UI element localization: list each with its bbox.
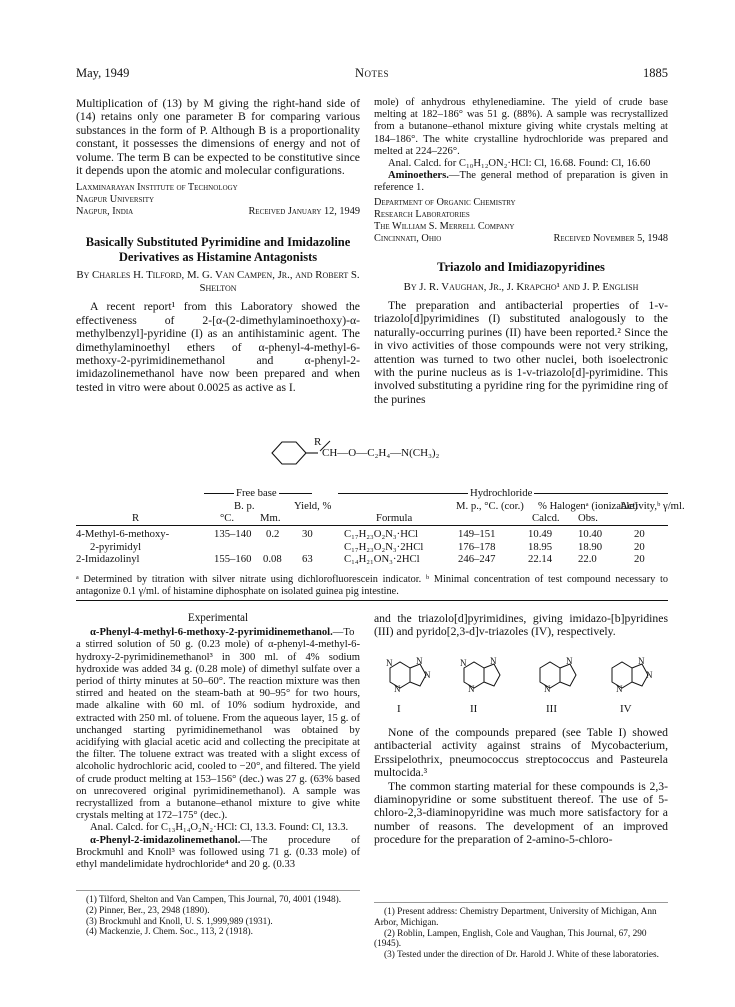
cell-mm: 0.2 [266,528,280,541]
experimental-heading: Experimental [187,612,249,624]
cell-mp: 246–247 [458,553,496,566]
cell-calcd: 10.49 [528,528,553,541]
header-page-number: 1885 [643,66,668,80]
article-byline: By J. R. Vaughan, Jr., J. Krapcho¹ and J. P. English [403,280,639,293]
footnote: (3) Tested under the direction of Dr. Harold J. White of these laboratories. [384,950,659,961]
footnote: (3) Brockmuhl and Knoll, U. S. 1,999,989 (1931). [86,916,273,927]
table-footnote: ᵃ Determined by titration with silver nitrate using dichlorofluorescein indicator. ᵇ Minimal concentration of test compound necessary to antagonize 0.1 γ/ml. of histamine diphosphate on isolated guinea pig intestine. [76,574,668,597]
affiliation-line: Nagpur, India [76,206,134,218]
cell-mp: 149–151 [458,528,496,541]
ring-label: II [470,703,478,715]
received-date: Received January 12, 1949 [248,206,360,218]
procedure-title: Aminoethers. [388,170,449,182]
cell-activity: 20 [634,528,645,541]
cell-r: 2-Imidazolinyl [76,553,140,566]
cell-bp: 135–140 [214,528,252,541]
col-calcd: Calcd. [532,512,560,525]
svg-text:N: N [394,684,401,694]
procedure-title: α-Phenyl-4-methyl-6-methoxy-2-pyrimidinemethanol. [90,627,333,639]
cell-activity: 20 [634,540,645,553]
col-halogen: % Halogenᵃ (ionizable) [538,500,638,512]
procedure-text: —To a stirred solution of 50 g. (0.23 mole) of α-phenyl-4-methyl-6-hydroxy-2-pyrimidinemethanol³ in 300 ml. of 4% sodium hydroxide was added 34 g. (0.28 mole) of dimethyl sulfate over a period of thirty minutes at 50–60°. The reaction mixture was then stirred and heated on the steam-bath at 90–95° for two hours, made alkaline with 60 ml. of 10% sodium hydroxide, and extracted with 250 ml. of toluene. From the aqueous layer, 15 g. of unchanged starting pyrimidinemethanol was obtained by acidifying with glacial acetic acid and collecting the precipitate at the filter. The toluene extract was treated with a slight excess of alcoholic hydrochloric acid, cooled to −20°, and filtered. The yield of crude product melting at 153–156° (dec.) was 27 g. (63% based on unrecovered original pyrimidinemethanol). A sample was recrystallized from a butanone–ethanol mixture to give white crystals melting at 172–175° (dec.). [76,627,360,822]
intro-paragraph: The preparation and antibacterial properties of 1-v-triazolo[d]pyrimidines (I) substituted analogously to the naturally-occurring purines (II) have been reported.² Since the in vivo activities of those compounds were not very striking, attention was turned to two other nuclei, both isoelectronic with the purine nucleus as is 1-v-triazolo[d]-pyrimidine. This involved substituting a pyridine ring for the pyrimidine ring of the purines [374,299,668,406]
paragraph: and the triazolo[d]pyrimidines, giving imidazo-[b]pyridines (III) and pyrido[2,3-d]v-triazoles (IV), respectively. [374,612,668,639]
svg-text:N: N [490,656,497,666]
col-bp-unit: °C. [220,512,235,525]
footnote: (4) Mackenzie, J. Chem. Soc., 113, 2 (1918). [86,927,253,938]
col-r: R [132,512,140,525]
article-title: Basically Substituted Pyrimidine and Imidazoline Derivatives as Histamine Antagonists [85,235,351,264]
analysis-line: Anal. Calcd. for C₁₀H₁₂ON₂·HCl: Cl, 16.68. Found: Cl, 16.60 [388,158,651,170]
structure-formula: CH—O—C₂H₄—N(CH₃)₂ [322,447,440,459]
cell-obs: 18.90 [578,540,603,553]
ring-label: III [546,703,557,715]
previous-article-end: Multiplication of (13) by M giving the right-hand side of (14) retains only one parameter B for comparing various substances in the form of P. Although B is a proportionality constant, it possesses the dimensions of energy and not of volume. The term B can be expected to be constitutive since it depends upon the atomic and molecular configurations. [76,97,360,178]
group-hydrochloride: Hydrochloride [470,487,533,499]
affiliation-line: Laxminarayan Institute of Technology [76,182,238,194]
procedure-text: —The procedure of Brockmuhl and Knoll³ was followed using 71 g. (0.33 mole) of ethyl mandelimidate hydrochloride⁴ and 20 g. (0.33 [76,834,360,871]
affiliation-line: Nagpur University [76,194,155,206]
data-table [76,487,685,566]
svg-text:N: N [544,684,551,694]
svg-text:N: N [416,656,423,666]
svg-text:N: N [638,656,645,666]
ring-label: IV [620,703,632,715]
affiliation-line: Research Laboratories [374,208,470,220]
cell-mp: 176–178 [458,540,496,553]
footnote: (2) Roblin, Lampen, English, Cole and Vaughan, This Journal, 67, 290 (1945). [374,928,647,950]
svg-text:N: N [386,658,393,668]
paragraph: The common starting material for these compounds is 2,3-diaminopyridine or some substituent thereof. The use of 5-chloro-2,3-diaminopyridine was much more satisfactory for a number of reasons. The development of an improved procedure for the preparation of 2-amino-5-chloro- [374,779,668,847]
svg-text:N: N [566,656,573,666]
right-footnotes [374,902,668,961]
table-rule [76,600,668,601]
svg-text:N: N [616,684,623,694]
cell-r: 4-Methyl-6-methoxy- [76,528,170,541]
procedure-title: α-Phenyl-2-imidazolinemethanol. [90,834,241,846]
right-column-article [374,260,668,406]
cell-calcd: 18.95 [528,540,553,553]
col-activity: Activity,ᵇ γ/ml. [620,500,685,512]
svg-text:N: N [424,670,431,680]
right-column-upper [374,97,668,245]
cell-formula: C₁₄H₂₁ON₃·2HCl [344,553,420,566]
col-mm: Mm. [260,512,281,525]
left-column-upper [76,97,360,394]
intro-paragraph: A recent report¹ from this Laboratory showed the effectiveness of 2-[α-(2-dimethylaminoethoxy)-α-methylbenzyl]-pyridine (I) as an antihistaminic agent. The dimethylaminoethyl ethers of α-phenyl-4-methyl-6-methoxy-2-pyrimidinemethanol and α-phenyl-2-imidazolinemethanol have now been prepared and when tested in vitro were about 0.0025 as active as I. [76,300,360,394]
article-byline: By Charles H. Tilford, M. G. Van Campen, Jr., and Robert S. Shelton [76,269,360,294]
cell-mm: 0.08 [263,553,282,566]
table-row [76,541,668,553]
svg-text:N: N [646,670,653,680]
footnote: (2) Pinner, Ber., 23, 2948 (1890). [86,905,210,916]
footnote: (1) Present address: Chemistry Department, University of Michigan, Ann Arbor, Michigan. [374,907,657,928]
col-mp: M. p., °C. (cor.) [456,500,524,512]
continued-text: mole) of anhydrous ethylenediamine. The yield of crude base melting at 182–186° was 51 g. (88%). A sample was recrystallized from a butanone–ethanol mixture giving white crystals melting at 184–186°. The white crystalline hydrochloride was prepared and melted at 224–226°. [374,97,668,157]
cell-calcd: 22.14 [528,553,553,566]
left-column-lower [76,612,360,871]
cell-yield: 30 [302,528,313,541]
left-footnotes [76,890,360,938]
paragraph: None of the compounds prepared (see Table I) showed antibacterial activity against strains of Mycobacterium, Erssipelothrix, pneumococcus streptococcus and Pasteurela multocida.³ [374,726,668,780]
ring-label: I [397,703,401,715]
running-header [76,66,668,82]
right-column-bottom [374,726,668,847]
procedure-text: —The general method of preparation is given in reference 1. [374,170,668,194]
col-bp: B. p. [234,500,255,512]
footnote: (1) Tilford, Shelton and Van Campen, This Journal, 70, 4001 (1948). [86,895,342,905]
cell-formula: C₁₇H₂₃O₂N₃·HCl [344,528,419,541]
received-date: Received November 5, 1948 [553,232,668,244]
header-section: Notes [354,66,390,80]
affiliation-line: The William S. Merrell Company [374,220,515,232]
analysis-line: Anal. Calcd. for C₁₃H₁₄O₂N₂·HCl: Cl, 13.3. Found: Cl, 13.3. [90,822,349,834]
cell-formula: C₁₇H₂₃O₂N₃·2HCl [344,540,424,553]
right-column-lower [374,612,668,639]
header-date: May, 1949 [76,66,130,80]
affiliation-right [374,197,668,245]
article-title: Triazolo and Imidiazopyridines [437,260,605,274]
svg-text:N: N [468,684,475,694]
col-yield: Yield, % [294,500,332,512]
col-obs: Obs. [578,512,598,525]
cell-bp: 155–160 [214,553,252,566]
cell-obs: 22.0 [578,553,597,566]
cell-obs: 10.40 [578,528,603,541]
group-free-base: Free base [236,487,277,499]
cell-activity: 20 [634,553,645,566]
affiliation-line: Cincinnati, Ohio [374,232,442,244]
affiliation-left [76,182,360,218]
cell-r: 2-pyrimidyl [90,540,142,553]
cell-yield: 63 [302,553,313,566]
table-row [76,553,668,565]
svg-text:N: N [460,658,467,668]
structure-r-label: R [314,436,322,448]
table-row [76,528,668,540]
affiliation-line: Department of Organic Chemistry [374,196,516,208]
col-formula: Formula [376,512,413,525]
ring-structures [380,654,670,702]
